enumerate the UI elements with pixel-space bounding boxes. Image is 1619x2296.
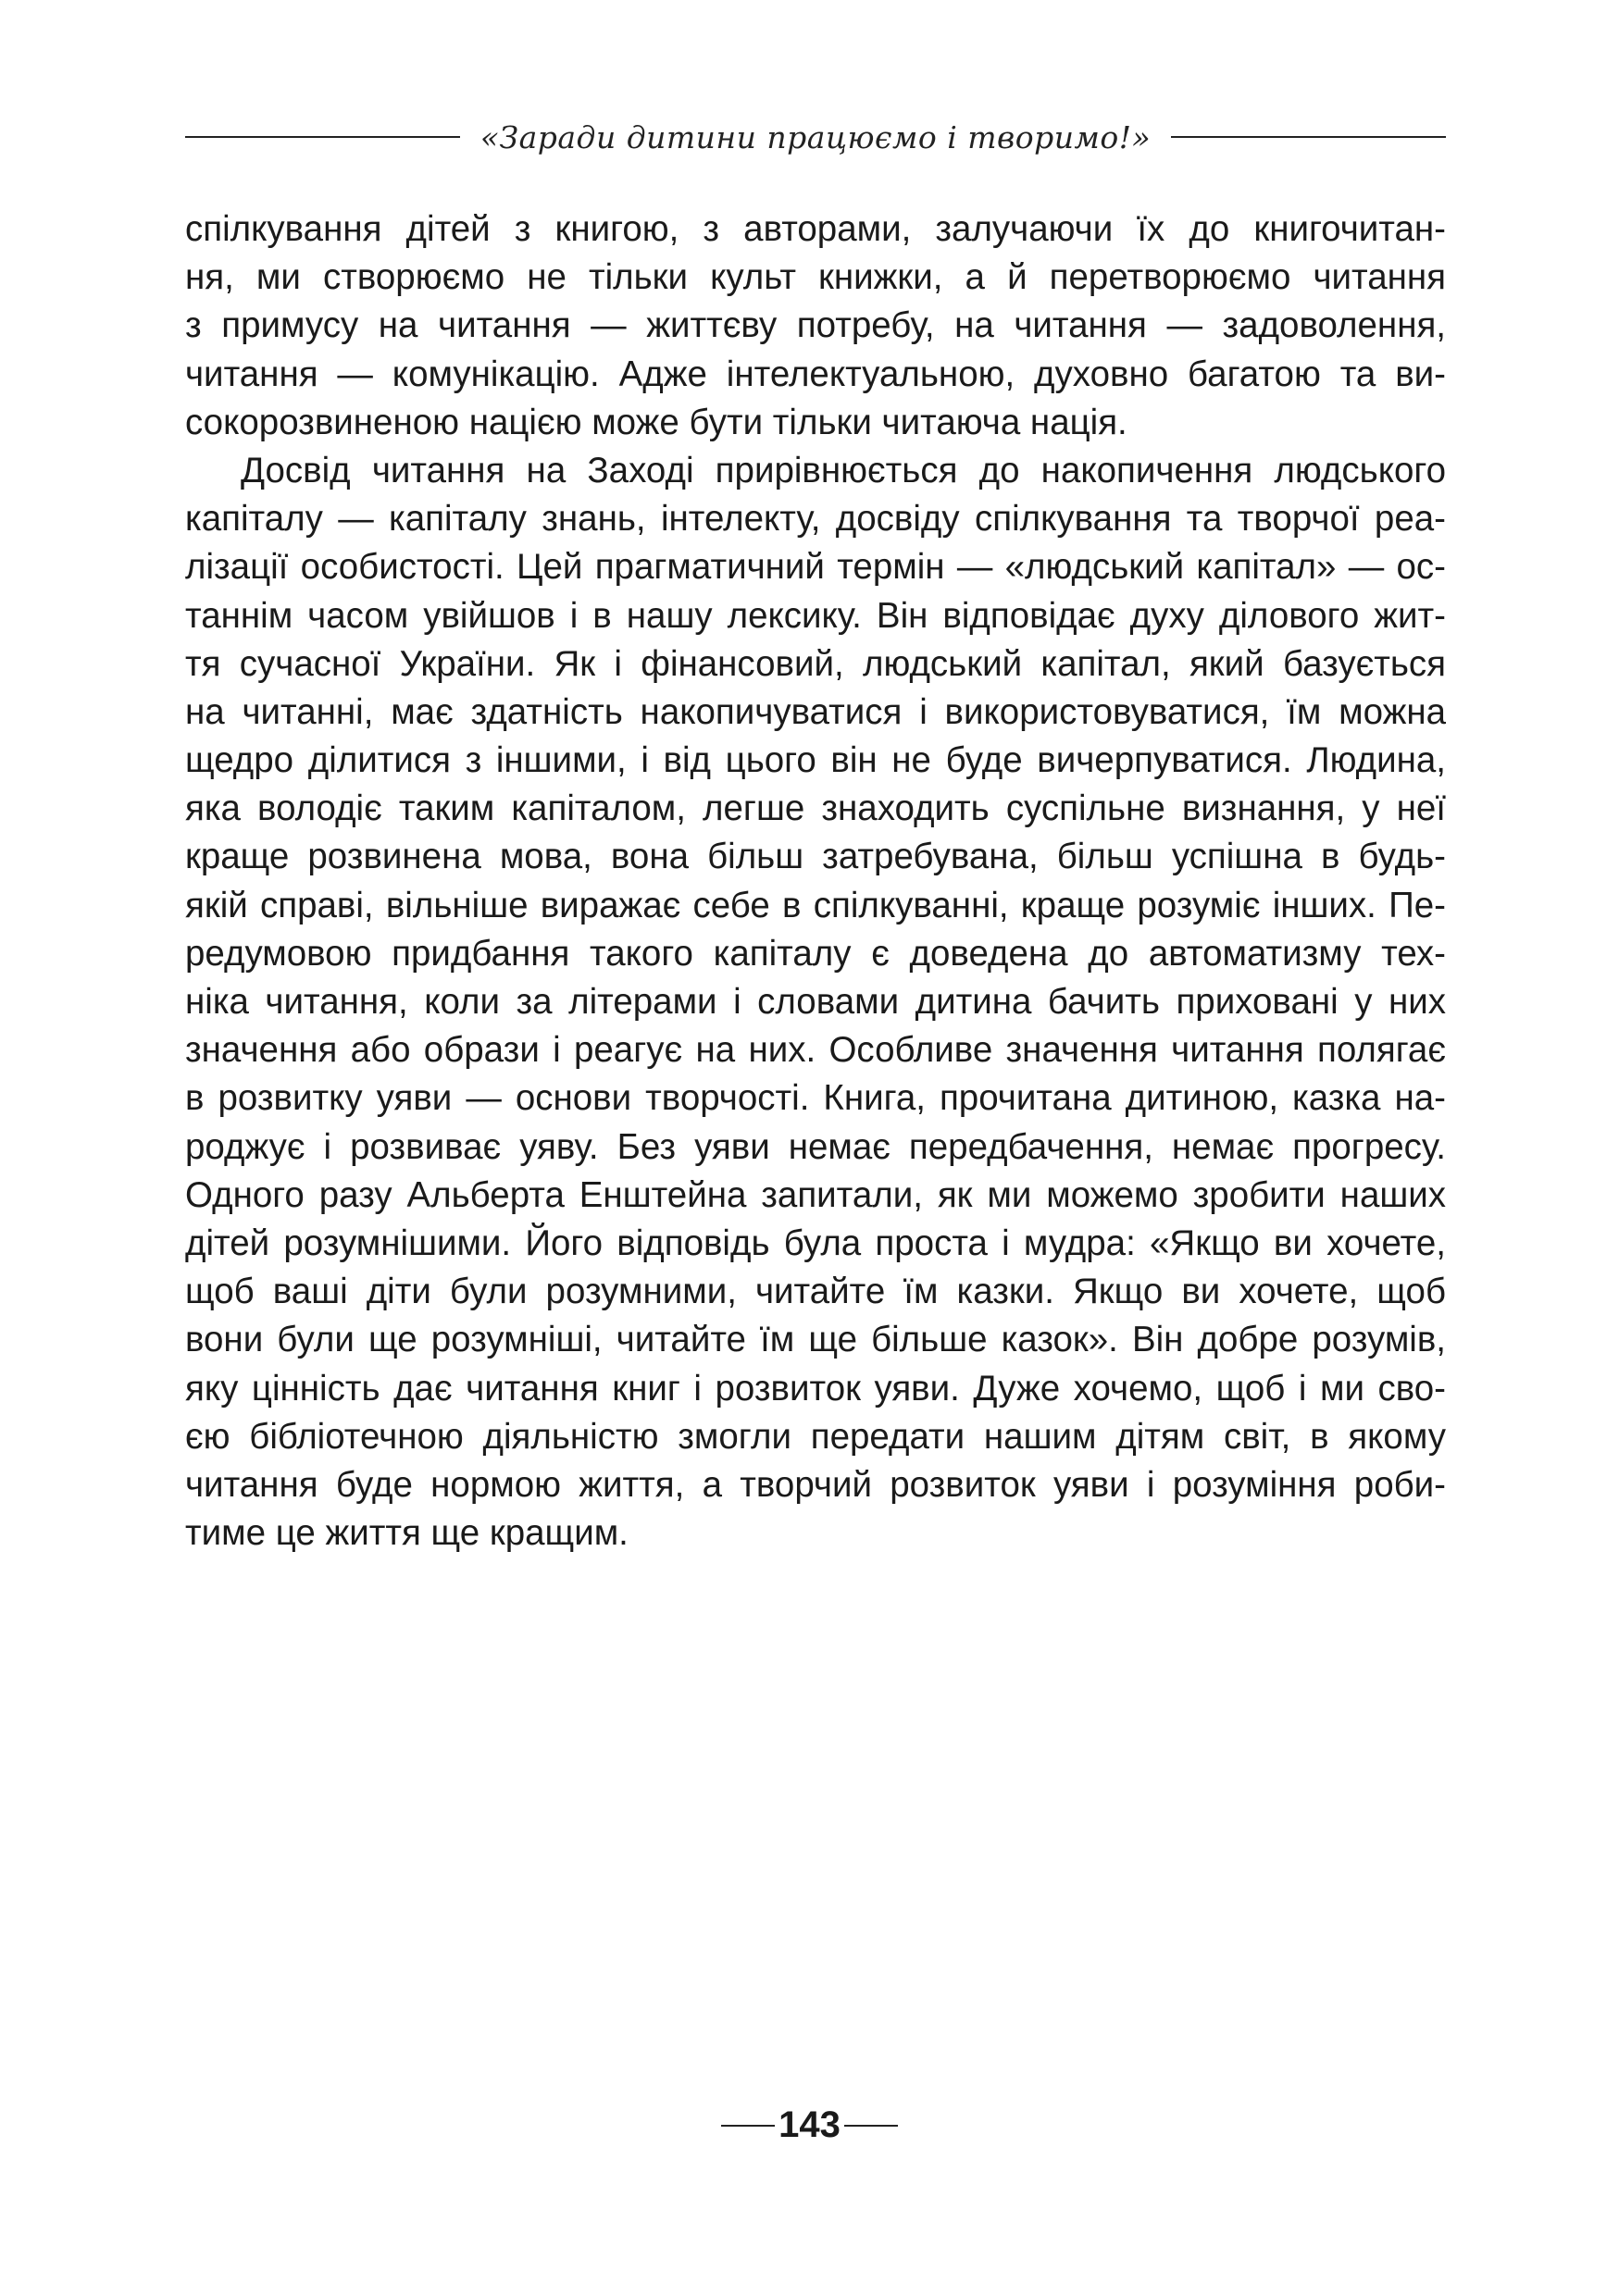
running-header xyxy=(185,109,1446,165)
text-line: Досвід читання на Заході прирівнюється до накопичення людського xyxy=(241,450,1446,490)
text-line: щедро ділитися з іншими, і від цього він не буде вичерпуватися. Людина, xyxy=(185,740,1446,781)
running-header-title: «Заради дитини працюємо і творимо!» xyxy=(479,118,1152,155)
folio-rule-left xyxy=(721,2125,775,2127)
folio-rule-right xyxy=(844,2125,898,2127)
text-line: лізації особистості. Цей прагматичний термін — «людський капітал» — ос- xyxy=(185,547,1446,588)
page-number: 143 xyxy=(778,2104,841,2145)
text-line: спілкування дітей з книгою, з авторами, залучаючи їх до книгочитан- xyxy=(185,209,1446,249)
text-line: тиме це життя ще кращим. xyxy=(185,1513,629,1554)
text-line: ніка читання, коли за літерами і словами дитина бачить приховані у них xyxy=(185,982,1446,1022)
text-line: в розвитку уяви — основи творчості. Книга, прочитана дитиною, казка на- xyxy=(185,1078,1446,1119)
paragraph-2 xyxy=(185,447,1446,1558)
text-line: яка володіє таким капіталом, легше знаходить суспільне визнання, у неї xyxy=(185,788,1446,829)
text-line: читання — комунікацію. Адже інтелектуальною, духовно багатою та ви- xyxy=(185,354,1446,394)
text-line: вони були ще розумніші, читайте їм ще більше казок». Він добре розумів, xyxy=(185,1320,1446,1360)
text-line: щоб ваші діти були розумними, читайте їм казки. Якщо ви хочете, щоб xyxy=(185,1272,1446,1312)
text-line: читання буде нормою життя, а творчий розвиток уяви і розуміння роби- xyxy=(185,1464,1446,1505)
text-line: дітей розумнішими. Його відповідь була проста і мудра: «Якщо ви хочете, xyxy=(185,1222,1446,1263)
text-line: значення або образи і реагує на них. Особливе значення читання полягає xyxy=(185,1030,1446,1071)
text-line: редумовою придбання такого капіталу є доведена до автоматизму тех- xyxy=(185,933,1446,974)
text-line: з примусу на читання — життєву потребу, на читання — задоволення, xyxy=(185,305,1446,346)
text-line: капіталу — капіталу знань, інтелекту, досвіду спілкування та творчої реа- xyxy=(185,499,1446,540)
text-line: тя сучасної України. Як і фінансовий, людський капітал, який базується xyxy=(185,643,1446,684)
body-text xyxy=(185,205,1446,1558)
text-line: на читанні, має здатність накопичуватися і використовуватися, їм можна xyxy=(185,691,1446,732)
text-line: єю бібліотечною діяльністю змогли передати нашим дітям світ, в якому xyxy=(185,1416,1446,1457)
text-line: краще розвинена мова, вона більш затребувана, більш успішна в будь- xyxy=(185,837,1446,877)
text-line: Одного разу Альберта Енштейна запитали, як ми можемо зробити наших xyxy=(185,1174,1446,1215)
text-line: сокорозвиненою нацією може бути тільки читаюча нація. xyxy=(185,402,1127,442)
text-line: якій справі, вільніше виражає себе в спілкуванні, краще розуміє інших. Пе- xyxy=(185,885,1446,925)
text-line: ня, ми створюємо не тільки культ книжки, а й перетворюємо читання xyxy=(185,257,1446,298)
page-folio xyxy=(0,2104,1619,2146)
text-line: роджує і розвиває уяву. Без уяви немає передбачення, немає прогресу. xyxy=(185,1126,1446,1167)
header-rule-right xyxy=(1171,136,1446,138)
text-line: таннім часом увійшов і в нашу лексику. Він відповідає духу ділового жит- xyxy=(185,595,1446,636)
header-rule-left xyxy=(185,136,460,138)
text-line: яку цінність дає читання книг і розвиток уяви. Дуже хочемо, щоб і ми сво- xyxy=(185,1368,1446,1409)
paragraph-1 xyxy=(185,205,1446,447)
